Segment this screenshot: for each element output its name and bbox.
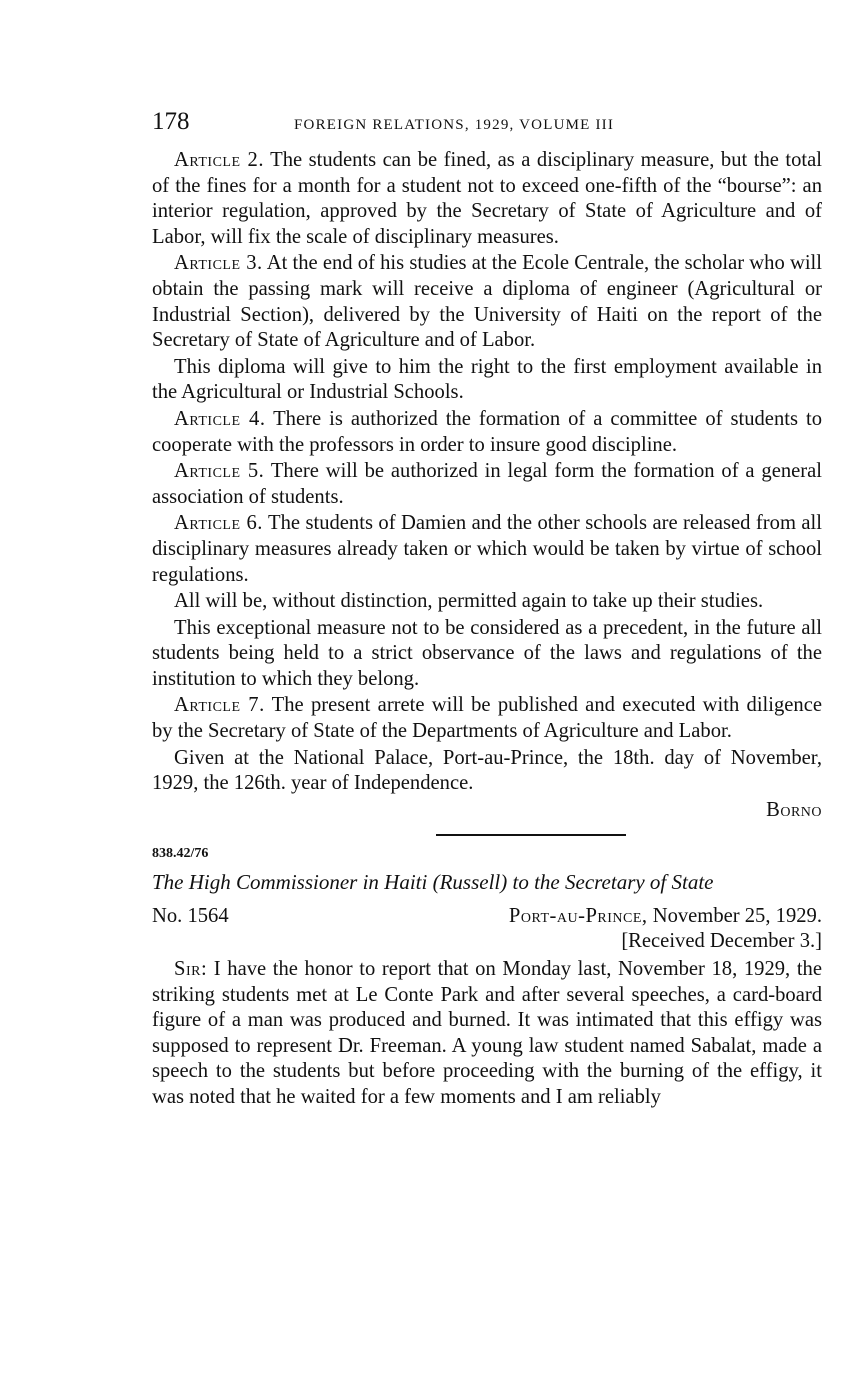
article-2-paragraph xyxy=(152,148,822,250)
title-part: ) to the Secretary of State xyxy=(500,869,714,894)
studies-paragraph xyxy=(152,589,822,615)
article-lead: Article 6. xyxy=(174,512,263,535)
article-7-paragraph xyxy=(152,693,822,744)
article-6-paragraph xyxy=(152,511,822,588)
file-number: 838.42/76 xyxy=(152,845,209,861)
paragraph-text: There will be authorized in legal form the formation of a general association of students. xyxy=(152,460,823,508)
paragraph-text: The students can be fined, as a disciplinary measure, but the total of the fines for a month for a student not to exceed one-fifth of the “bourse”: an interior regulation, approved by the Secretary of State of Agriculture and of Labor, will fix the scale of disciplinary measures. xyxy=(152,149,823,248)
running-title: FOREIGN RELATIONS, 1929, VOLUME III xyxy=(294,117,615,133)
document-title xyxy=(152,868,822,896)
article-lead: Article 2. xyxy=(174,149,264,171)
paragraph-text: The present arrete will be published and executed with diligence by the Secretary of State of the Departments of Agriculture and Labor. xyxy=(152,694,822,743)
article-3-paragraph xyxy=(152,251,822,353)
article-lead: Article 3. xyxy=(174,252,263,275)
dispatch-place: Port-au-Prince, xyxy=(508,904,648,927)
article-5-paragraph xyxy=(152,459,822,510)
article-lead: Article 7. xyxy=(174,694,265,717)
article-lead: Article 5. xyxy=(174,460,265,483)
section-divider xyxy=(436,834,626,836)
title-name: Russell xyxy=(439,869,501,894)
letter-text: I have the honor to report that on Monday last, November 18, 1929, the striking students met at Le Conte Park and after several speeches, a card-board figure of a man was produced and burned. It was intimated that this effigy was supposed to represent Dr. Freeman. A young law student named Sabalat, made a speech to the students but before proceeding with the burning of the effigy, it was noted that he waited for a few moments and I am reliably xyxy=(152,958,822,1108)
dispatch-number: No. 1564 xyxy=(152,904,229,927)
article-4-paragraph xyxy=(152,407,822,458)
paragraph-text: Given at the National Palace, Port-au-Prince, the 18th. day of November, 1929, the 126th. year of Independence. xyxy=(152,746,822,795)
salutation: Sir: xyxy=(174,958,208,981)
document-page xyxy=(152,108,822,1112)
paragraph-text: There is authorized the formation of a committee of students to cooperate with the professors in order to insure good discipline. xyxy=(152,407,822,456)
paragraph-text: The students of Damien and the other schools are released from all disciplinary measures already taken or which would be taken by virtue of school regulations. xyxy=(152,512,822,586)
letter-body xyxy=(152,957,822,1111)
given-at-paragraph xyxy=(152,746,822,797)
received-date: [Received December 3.] xyxy=(621,930,822,953)
article-lead: Article 4. xyxy=(174,407,266,430)
page-header xyxy=(152,108,822,148)
dispatch-date: November 25, 1929. xyxy=(647,904,822,927)
title-part: The High Commissioner in Haiti ( xyxy=(152,869,440,894)
signature: Borno xyxy=(766,798,822,821)
paragraph-text: This exceptional measure not to be considered as a precedent, in the future all students being held to a strict observance of the laws and regulations of the institution to which they belong. xyxy=(152,616,822,690)
dispatch-place-date xyxy=(509,904,822,930)
paragraph-text: At the end of his studies at the Ecole Centrale, the scholar who will obtain the passing mark will receive a diploma of engineer (Agricultural or Industrial Section), delivered by the University of Haiti on the report of the Secretary of State of Agriculture and of Labor. xyxy=(152,252,822,352)
page-number: 178 xyxy=(152,108,190,135)
diploma-paragraph xyxy=(152,355,822,406)
paragraph-text: All will be, without distinction, permitted again to take up their studies. xyxy=(174,590,764,613)
paragraph-text: This diploma will give to him the right to the first employment available in the Agricultural or Industrial Schools. xyxy=(152,355,822,404)
precedent-paragraph xyxy=(152,616,822,693)
dispatch-meta xyxy=(152,904,822,930)
